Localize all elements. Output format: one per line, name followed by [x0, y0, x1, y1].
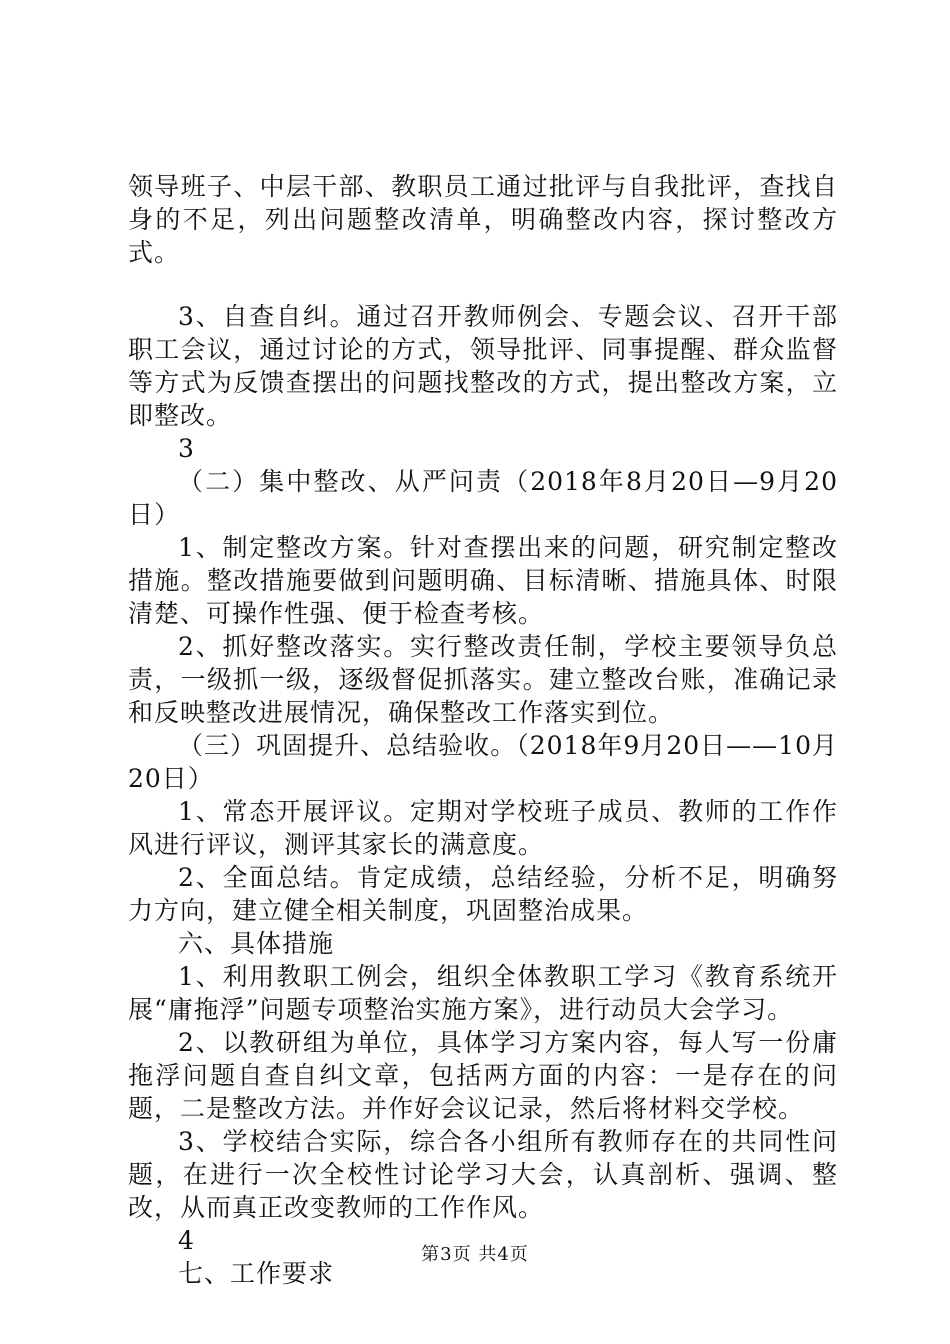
paragraph-comprehensive-summary: 2、全面总结。肯定成绩，总结经验，分析不足，明确努力方向，建立健全相关制度，巩固整治成果。 — [128, 863, 838, 925]
paragraph-measure-3: 3、学校结合实际，综合各小组所有教师存在的共同性问题，在进行一次全校性讨论学习大会，认真剖析、强调、整改，从而真正改变教师的工作作风。 — [128, 1127, 838, 1222]
page-number-marker: 4 — [178, 1226, 195, 1255]
paragraph-rectification-plan: 1、制定整改方案。针对查摆出来的问题，研究制定整改措施。整改措施要做到问题明确、目标清晰、措施具体、时限清楚、可操作性强、便于检查考核。 — [128, 533, 838, 628]
paragraph-rectification-implementation: 2、抓好整改落实。实行整改责任制，学校主要领导负总责，一级抓一级，逐级督促抓落实。建立整改台账，准确记录和反映整改进展情况，确保整改工作落实到位。 — [128, 632, 838, 727]
paragraph-self-check: 3、自查自纠。通过召开教师例会、专题会议、召开干部职工会议，通过讨论的方式，领导批评、同事提醒、群众监督等方式为反馈查摆出的问题找整改的方式，提出整改方案，立即整改。 — [128, 302, 838, 430]
section-heading-work-requirements: 七、工作要求 — [178, 1259, 335, 1288]
section-heading-consolidation: （三）巩固提升、总结验收。（2018年9月20日——10月20日） — [128, 731, 838, 793]
page-footer: 第3页 共4页 — [421, 1244, 529, 1265]
page-number-marker: 3 — [178, 434, 195, 463]
section-heading-concentrated-rectification: （二）集中整改、从严问责（2018年8月20日—9月20日） — [128, 467, 838, 529]
section-heading-specific-measures: 六、具体措施 — [178, 929, 335, 958]
paragraph-regular-evaluation: 1、常态开展评议。定期对学校班子成员、教师的工作作风进行评议，测评其家长的满意度。 — [128, 797, 838, 859]
document-body — [128, 170, 838, 1290]
paragraph-measure-1: 1、利用教职工例会，组织全体教职工学习《教育系统开展“庸拖浮”问题专项整治实施方案》，进行动员大会学习。 — [128, 962, 838, 1024]
paragraph-measure-2: 2、以教研组为单位，具体学习方案内容，每人写一份庸拖浮问题自查自纠文章，包括两方面的内容：一是存在的问题，二是整改方法。并作好会议记录，然后将材料交学校。 — [128, 1028, 838, 1123]
paragraph-gap — [128, 269, 838, 300]
paragraph-self-criticism: 领导班子、中层干部、教职员工通过批评与自我批评，查找自身的不足，列出问题整改清单，明确整改内容，探讨整改方式。 — [128, 172, 838, 267]
